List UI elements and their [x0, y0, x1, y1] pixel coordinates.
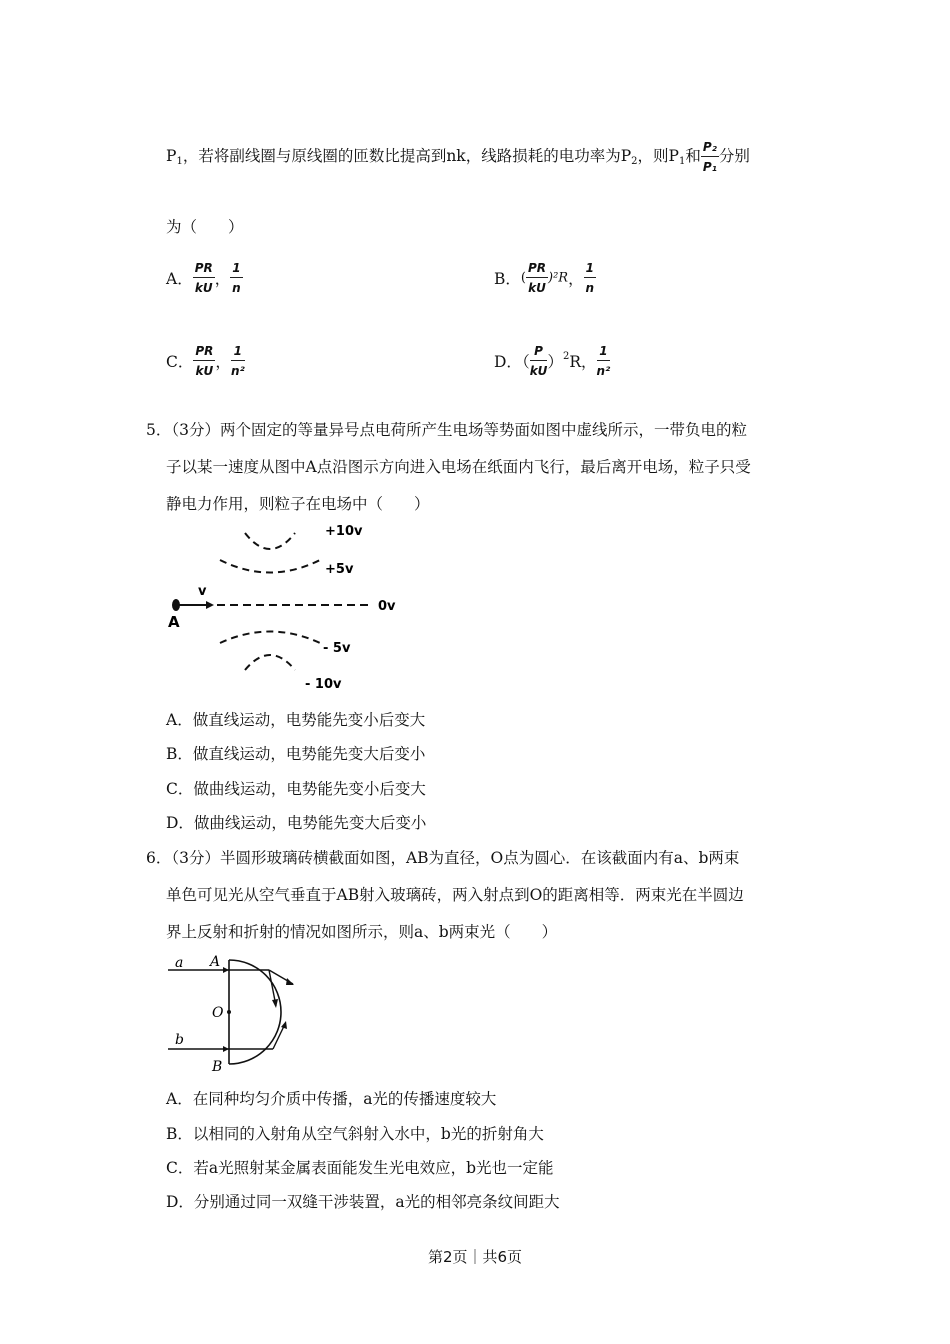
label-point-a: A — [210, 954, 221, 970]
q6-option-c: C．若a光照射某金属表面能发生光电效应，b光也一定能 — [166, 1159, 554, 1177]
q5-option-d: D．做曲线运动，电势能先变大后变小 — [166, 814, 427, 832]
p2-over-p1-fraction: $\frac{\text{P₂}}{\text{P₁}}$ — [702, 140, 717, 174]
semicircle-glass-figure — [165, 948, 305, 1078]
q6-stem-line-1: 6．（3分）半圆形玻璃砖横截面如图，AB为直径，O点为圆心．在该截面内有a、b两束 — [146, 849, 740, 867]
q5-stem-line-1: 5．（3分）两个固定的等量异号点电荷所产生电场等势面如图中虚线所示，一带负电的粒 — [146, 421, 747, 439]
center-o-dot — [227, 1010, 231, 1014]
q6-option-d: D．分别通过同一双缝干涉装置，a光的相邻亮条纹间距大 — [166, 1193, 560, 1211]
ray-b-arrowhead — [223, 1046, 229, 1052]
q4-option-c: C． $\frac{PR}{kU}$ ， $\frac{1}{\text{n²}}$ — [166, 344, 245, 378]
equipotential-plus5 — [220, 560, 320, 573]
q4-option-a: A． $\frac{PR}{kU}$ ， $\frac{1}{n}$ — [166, 261, 241, 295]
page-footer: 第2页｜共6页 — [427, 1248, 523, 1266]
label-minus10: - 10v — [305, 677, 342, 692]
label-ray-a: a — [175, 955, 184, 971]
q5-option-c: C．做曲线运动，电势能先变小后变大 — [166, 780, 426, 798]
q6-option-a: A．在同种均匀介质中传播，a光的传播速度较大 — [166, 1090, 497, 1108]
equipotential-lines — [220, 533, 320, 670]
q6-stem-line-2: 单色可见光从空气垂直于AB射入玻璃砖，两入射点到O的距离相等．两束光在半圆边 — [166, 886, 744, 904]
q4-option-b: B．( $\frac{PR}{kU}$ )²R， $\frac{1}{n}$ — [494, 261, 595, 295]
q5-option-a: A．做直线运动，电势能先变小后变大 — [166, 711, 426, 729]
label-plus10: +10v — [325, 524, 363, 539]
velocity-arrowhead — [206, 601, 214, 609]
q4-line-2: 为（ ） — [166, 218, 244, 236]
q5-stem-line-3: 静电力作用，则粒子在电场中（ ） — [166, 495, 430, 513]
equipotential-minus10 — [245, 655, 295, 670]
q6-option-b: B．以相同的入射角从空气斜射入水中，b光的折射角大 — [166, 1125, 544, 1143]
label-ray-b: b — [175, 1032, 184, 1048]
equipotential-minus5 — [220, 632, 320, 644]
label-minus5: - 5v — [323, 641, 351, 656]
label-point-a: A — [168, 613, 180, 631]
equipotential-figure — [160, 515, 410, 695]
q4-line-1: $P_1$，若将副线圈与原线圈的匝数比提高到nk，线路损耗的电功率为$P_2$，则$P_1$和 $\frac{\text{P₂}}{\text{P₁}}$ 分别 — [166, 140, 750, 174]
q6-stem-line-3: 界上反射和折射的情况如图所示，则a、b两束光（ ） — [166, 923, 558, 941]
q4-option-d: D．（ $\frac{P}{kU}$ ）$^2$R， $\frac{1}{\text{n²}}$ — [494, 344, 611, 378]
ray-a-reflected-arrowhead — [272, 999, 278, 1008]
label-plus5: +5v — [325, 562, 354, 577]
q5-option-b: B．做直线运动，电势能先变大后变小 — [166, 745, 426, 763]
label-velocity: v — [198, 584, 207, 599]
label-point-o: O — [212, 1005, 224, 1021]
ray-a-arrowhead — [223, 967, 229, 973]
ray-a-refracted-arrowhead — [286, 978, 294, 985]
equipotential-plus10 — [245, 533, 295, 549]
q5-stem-line-2: 子以某一速度从图中A点沿图示方向进入电场在纸面内飞行，最后离开电场，粒子只受 — [166, 458, 751, 476]
ray-b-reflected-arrowhead — [281, 1021, 287, 1029]
label-zero: 0v — [378, 599, 396, 614]
label-point-b: B — [212, 1059, 223, 1075]
